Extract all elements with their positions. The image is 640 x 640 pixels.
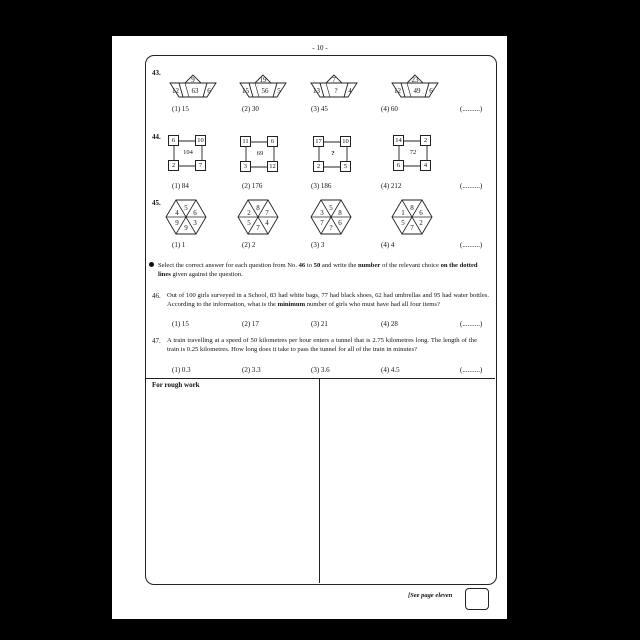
- q44-f4-tl: 14: [393, 135, 404, 146]
- q43-option-3: (3) 45: [311, 105, 328, 113]
- page-number: - 10 -: [312, 44, 328, 52]
- q45-f2-f: 2: [247, 209, 251, 217]
- q45-f2-a: 8: [256, 204, 260, 212]
- q44-f1-br: 7: [195, 160, 206, 171]
- q47-option-4: (4) 4.5: [381, 366, 400, 374]
- q44-f3-tr: 10: [340, 136, 351, 147]
- instruction-text-3: and write the: [320, 262, 358, 269]
- q43-figure-4: [392, 75, 438, 99]
- question-47-number: 47.: [152, 337, 161, 345]
- q44-f1-tr: 10: [195, 135, 206, 146]
- q45-figure-1: [166, 200, 206, 234]
- rough-work-column-divider: [319, 379, 320, 583]
- q44-figure-1: [168, 135, 208, 173]
- question-47-text: A train travelling at a speed of 50 kilometres per hour enters a tunnel that is 2.75 kilometres long. The length of the train is 0.25 kilometres. How long does it take to pass the tunnel for all of the train in minutes?: [167, 337, 477, 353]
- q45-f1-d: 9: [184, 224, 188, 232]
- q44-answer-blank[interactable]: (..........): [460, 182, 483, 190]
- q44-f2-center: 69: [256, 150, 264, 157]
- q44-f2-bl: 3: [240, 161, 251, 172]
- q45-f2-d: 7: [256, 224, 260, 232]
- rough-work-label: For rough work: [152, 381, 200, 389]
- q44-f3-br: 5: [340, 161, 351, 172]
- q45-figure-2: [238, 200, 278, 234]
- q45-f3-a: 5: [329, 204, 333, 212]
- q45-f3-c: 6: [338, 219, 342, 227]
- q45-f4-d: 7: [410, 224, 414, 232]
- q43-figure-3: [311, 75, 357, 99]
- question-46-number: 46.: [152, 292, 161, 300]
- q46-answer-blank[interactable]: (..........): [460, 320, 483, 328]
- q47-answer-blank[interactable]: (..........): [460, 366, 483, 374]
- q43-f3-center: ?: [334, 87, 338, 95]
- q45-f2-e: 5: [247, 219, 251, 227]
- q43-f2-top: 19: [259, 76, 267, 84]
- q45-f3-d: ?: [329, 224, 333, 232]
- q43-option-2: (2) 30: [242, 105, 259, 113]
- q43-answer-blank[interactable]: (..........): [460, 105, 483, 113]
- q43-f2-right: 5: [277, 87, 281, 95]
- q47-option-1: (1) 0.3: [172, 366, 191, 374]
- q44-option-3: (3) 186: [311, 182, 332, 190]
- q43-f4-left: 12: [394, 87, 401, 95]
- q45-figure-3: [311, 200, 351, 234]
- q43-f2-left: 15: [242, 87, 249, 95]
- q47-option-3: (3) 3.6: [311, 366, 330, 374]
- instruction-text-2: to: [305, 262, 314, 269]
- footer-see-next-page: [See page eleven: [408, 592, 453, 599]
- q44-f2-br: 12: [267, 161, 278, 172]
- question-45-number: 45.: [152, 199, 161, 207]
- q45-f1-e: 9: [175, 219, 179, 227]
- q44-figure-4: [393, 135, 433, 173]
- q43-f3-right: 4: [348, 87, 352, 95]
- q44-option-2: (2) 176: [242, 182, 263, 190]
- q45-option-3: (3) 3: [311, 241, 325, 249]
- q44-option-1: (1) 84: [172, 182, 189, 190]
- q44-f1-bl: 2: [168, 160, 179, 171]
- q45-f4-a: 8: [410, 204, 414, 212]
- q46-option-2: (2) 17: [242, 320, 259, 328]
- instruction-text-4: of the relevant choice: [380, 262, 441, 269]
- q43-f1-top: 9: [191, 76, 195, 84]
- q44-f3-tl: 17: [313, 136, 324, 147]
- q45-f1-f: 4: [175, 209, 179, 217]
- q43-f1-left: 12: [172, 87, 179, 95]
- q45-f1-a: 5: [184, 204, 188, 212]
- instruction-text-1: Select the correct answer for each question from No.: [158, 262, 299, 269]
- q43-option-1: (1) 15: [172, 105, 189, 113]
- q43-f4-center: 49: [413, 87, 421, 95]
- q45-f1-c: 3: [193, 219, 197, 227]
- q46-text-2: number of girls who must have had all four items?: [305, 300, 440, 308]
- q43-figure-2: [240, 75, 286, 99]
- q43-f1-center: 63: [191, 87, 199, 95]
- q44-f4-tr: 2: [420, 135, 431, 146]
- q46-text-1: Out of 100 girls surveyed in a School, 83 had white bags, 77 had black shoes, 62 had umbrellas and 95 had water bottles. According to the information, what is the: [167, 292, 489, 308]
- q45-f3-b: 8: [338, 209, 342, 217]
- q44-f3-bl: 2: [313, 161, 324, 172]
- q43-f4-right: 6: [429, 87, 433, 95]
- q44-f1-tl: 6: [168, 135, 179, 146]
- q44-option-4: (4) 212: [381, 182, 402, 190]
- q43-option-4: (4) 60: [381, 105, 398, 113]
- q45-f4-f: 1: [401, 209, 405, 217]
- q46-bold-minimum: minimum: [277, 300, 306, 308]
- q46-option-4: (4) 28: [381, 320, 398, 328]
- q46-option-1: (1) 15: [172, 320, 189, 328]
- q45-f4-e: 5: [401, 219, 405, 227]
- rough-work-divider: [146, 378, 495, 379]
- q45-answer-blank[interactable]: (..........): [460, 241, 483, 249]
- question-43-number: 43.: [152, 69, 161, 77]
- bullet-icon: [149, 262, 154, 267]
- q43-f2-center: 56: [261, 87, 269, 95]
- q45-f3-e: 7: [320, 219, 324, 227]
- q45-f4-c: 2: [419, 219, 423, 227]
- q45-f4-b: 6: [419, 209, 423, 217]
- q43-f1-right: 6: [207, 87, 211, 95]
- q44-figure-3: [313, 136, 353, 174]
- q45-option-2: (2) 2: [242, 241, 256, 249]
- q43-figure-1: [170, 75, 216, 99]
- instruction-bold-number: number: [357, 262, 381, 269]
- q44-figure-2: [240, 136, 280, 174]
- instruction: [158, 261, 488, 279]
- q44-f1-center: 104: [183, 149, 193, 156]
- instruction-text-5: given against the question.: [170, 271, 243, 278]
- q43-f3-left: 13: [313, 87, 320, 95]
- q44-f4-bl: 6: [393, 160, 404, 171]
- q44-f2-tl: 11: [240, 136, 251, 147]
- q44-f3-center: ?: [331, 150, 335, 157]
- q45-f3-f: 3: [320, 209, 324, 217]
- q44-f2-tr: 6: [267, 136, 278, 147]
- q45-f2-c: 4: [265, 219, 269, 227]
- instruction-end-number: 50: [313, 262, 321, 269]
- q45-option-1: (1) 1: [172, 241, 186, 249]
- q44-f4-br: 4: [420, 160, 431, 171]
- q45-option-4: (4) 4: [381, 241, 395, 249]
- footer-mark-box: [465, 588, 489, 610]
- question-44-number: 44.: [152, 133, 161, 141]
- q45-f2-b: 7: [265, 209, 269, 217]
- instruction-start-number: 46: [298, 262, 306, 269]
- q44-f4-center: 72: [409, 149, 417, 156]
- question-46-text: [167, 292, 489, 309]
- q43-f4-top: 23: [411, 76, 419, 84]
- instruction-bold-dotted: on the dotted lines: [158, 262, 478, 278]
- q45-f1-b: 6: [193, 209, 197, 217]
- q43-f3-top: 7: [332, 76, 336, 84]
- q47-option-2: (2) 3.3: [242, 366, 261, 374]
- q45-figure-4: [392, 200, 432, 234]
- q46-option-3: (3) 21: [311, 320, 328, 328]
